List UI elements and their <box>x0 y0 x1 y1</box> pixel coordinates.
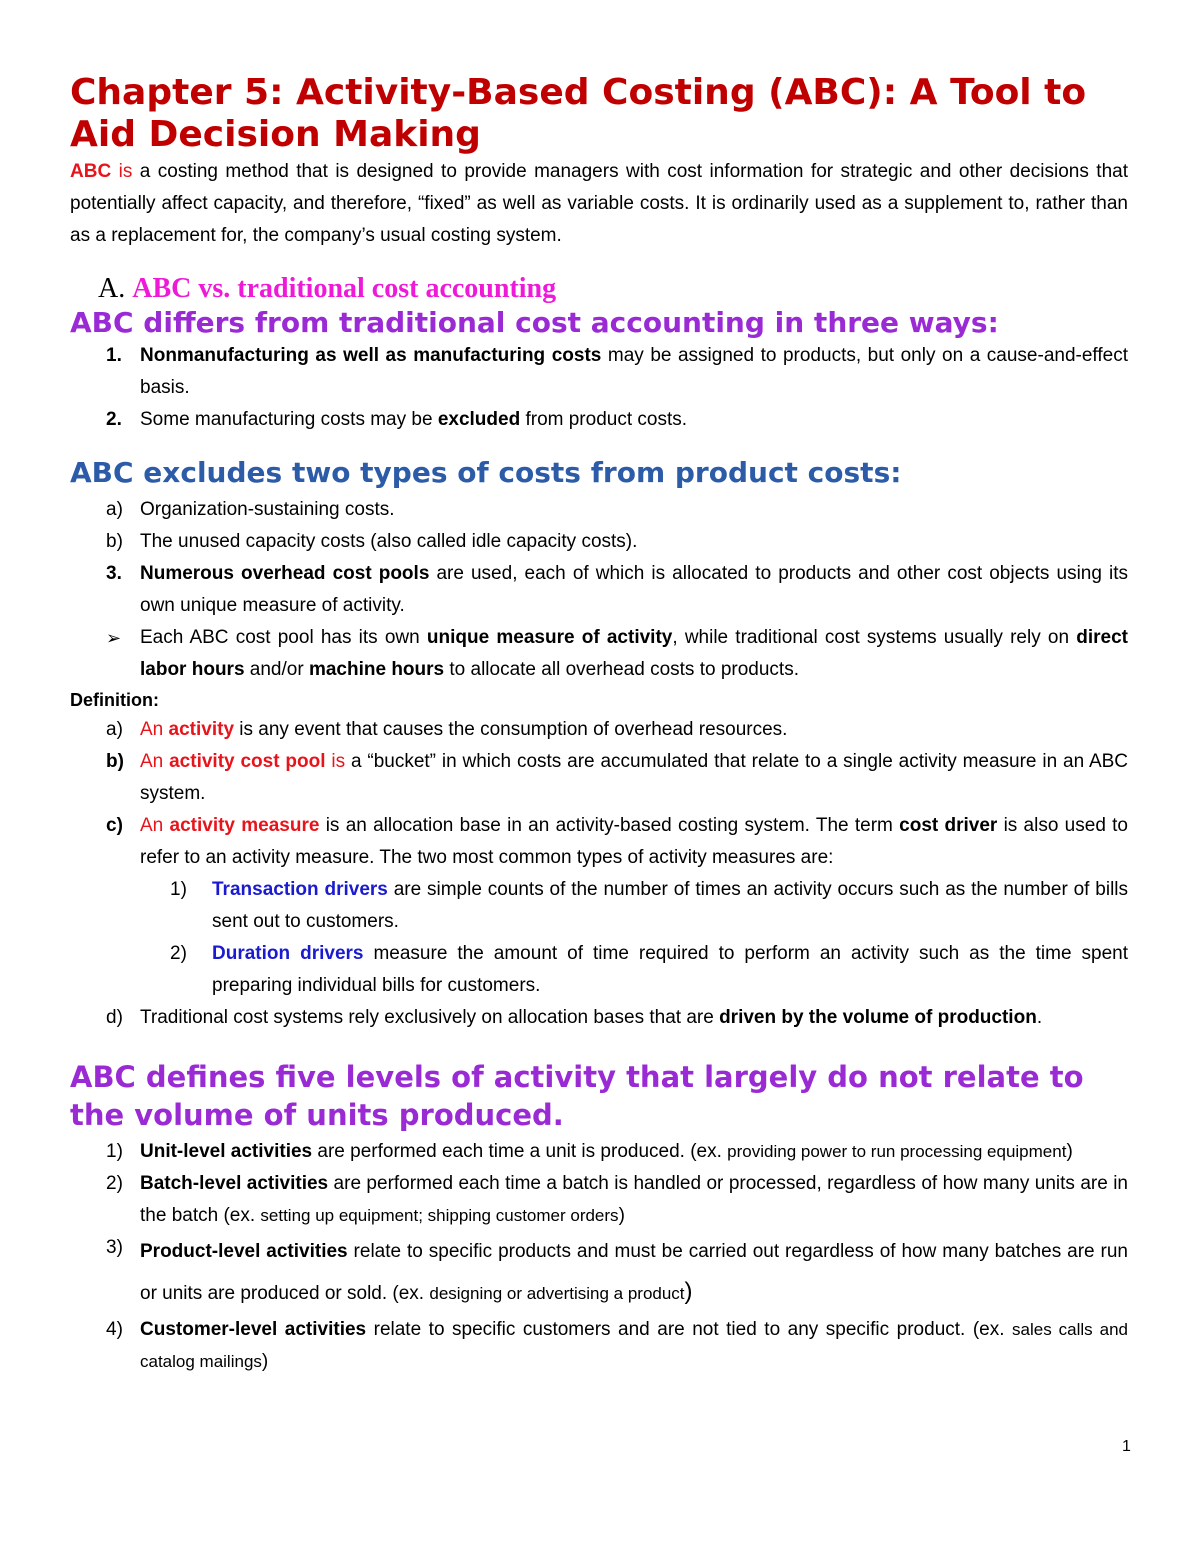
example-text: providing power to run processing equipment <box>727 1142 1067 1161</box>
heading-text: ABC defines five levels of activity that largely <box>70 1060 828 1094</box>
item-number: 2. <box>106 409 122 430</box>
item-text: may be assigned to products, but only on a cause-and-effect basis. <box>140 345 1128 398</box>
heading-bold: do not relate to the volume of units produced. <box>70 1060 1084 1132</box>
item-text: a “bucket” in which costs are accumulated that relate to a single activity measure in an ABC system. <box>140 751 1129 804</box>
item-number: 1) <box>106 1141 123 1162</box>
item-bold: Customer-level activities <box>140 1319 367 1340</box>
item-bold: direct labor hours <box>140 627 1128 680</box>
item-number: 2) <box>170 943 187 964</box>
item-number: 1. <box>106 345 122 366</box>
definition-b <box>70 746 1128 810</box>
item-number: 2) <box>106 1173 123 1194</box>
item-bold: Product-level activities <box>140 1241 348 1262</box>
item-bold: machine hours <box>308 659 445 680</box>
item-text: . <box>1036 1007 1043 1028</box>
list-item-arrow <box>70 622 1128 686</box>
item-text: , while traditional cost systems usually rely on <box>672 627 1077 648</box>
section-a-heading <box>98 272 1128 306</box>
list-item-way-2 <box>70 404 1128 436</box>
item-text: are simple counts of the number of times an activity occurs such as the number of bills sent out to customers. <box>212 879 1129 932</box>
heading-text: from product costs: <box>580 456 902 489</box>
section-a-title: ABC vs. traditional cost accounting <box>132 273 557 304</box>
item-text: is also used to refer to an activity measure. The two most common types of activity measures are: <box>140 815 1128 868</box>
example-text: sales calls and catalog mailings <box>140 1320 1128 1371</box>
example-text: designing or advertising a product <box>429 1284 685 1303</box>
item-text: from product costs. <box>520 409 688 430</box>
item-text: ) <box>684 1278 693 1305</box>
item-bold: Batch-level activities <box>140 1173 329 1194</box>
item-letter: c) <box>106 815 123 836</box>
item-letter: a) <box>106 719 123 740</box>
item-text: and/or <box>244 659 309 680</box>
driver-term: Duration drivers <box>212 943 364 964</box>
definition-prefix: An <box>140 751 170 772</box>
item-text: The unused capacity costs (also called idle capacity costs). <box>140 531 638 552</box>
definition-c-sub-1 <box>70 874 1128 938</box>
level-item-1 <box>70 1136 1128 1168</box>
item-bold: Unit-level activities <box>140 1141 313 1162</box>
definition-term: activity cost pool <box>169 751 326 772</box>
list-item-excluded-a <box>70 494 1128 526</box>
definition-prefix: An <box>140 719 169 740</box>
definition-term: activity <box>168 719 235 740</box>
level-item-3 <box>70 1232 1128 1314</box>
definition-term: activity measure <box>169 815 320 836</box>
driver-term: Transaction drivers <box>212 879 388 900</box>
item-text: Each ABC cost pool has its own <box>140 627 427 648</box>
item-bold: Numerous overhead cost pools <box>140 563 430 584</box>
item-letter: a) <box>106 499 123 520</box>
definition-prefix: An <box>140 815 170 836</box>
chapter-title: Chapter 5: Activity-Based Costing (ABC): A Tool to Aid Decision Making <box>70 72 1087 155</box>
definition-c <box>70 810 1128 874</box>
item-text: ) <box>618 1205 625 1226</box>
level-item-2 <box>70 1168 1128 1232</box>
item-text: measure the amount of time required to perform an activity such as the time spent preparing individual bills for customers. <box>212 943 1128 996</box>
item-text: are used, each of which is allocated to products and other cost objects using its own unique measure of activity. <box>140 563 1128 616</box>
item-number: 3. <box>106 563 122 584</box>
page-content <box>70 72 1128 1378</box>
page-number: 1 <box>1122 1438 1131 1455</box>
item-bold: Nonmanufacturing as well as manufacturing costs <box>140 345 602 366</box>
intro-text: a costing method that is designed to provide managers with cost information for strategic and other decisions that potentially affect capacity, and therefore, “fixed” as well as variable costs. It is ordinarily used as a supplement to, rather than as a replacement for, the company’s usual costing system. <box>70 161 1128 246</box>
item-number: 1) <box>170 879 187 900</box>
item-text: ) <box>1066 1141 1073 1162</box>
item-text: Organization-sustaining costs. <box>140 499 395 520</box>
list-item-way-3 <box>70 558 1128 622</box>
list-item-excluded-b <box>70 526 1128 558</box>
arrow-bullet-icon: ➢ <box>106 628 122 648</box>
item-letter: b) <box>106 531 123 552</box>
definition-is: is <box>325 751 346 772</box>
level-item-4 <box>70 1314 1128 1378</box>
item-number: 3) <box>106 1237 123 1258</box>
item-text: are performed each time a unit is produced. (ex. <box>312 1141 728 1162</box>
heading-text: ABC excludes <box>70 456 292 489</box>
definition-c-sub-2 <box>70 938 1128 1002</box>
item-text: relate to specific products and must be carried out regardless of how many batches are run or units are produced or sold. (ex. <box>140 1241 1128 1304</box>
item-letter: d) <box>106 1007 123 1028</box>
item-text: Some manufacturing costs may be <box>140 409 438 430</box>
intro-is: is <box>111 161 133 182</box>
heading-bold: two types of costs <box>291 456 581 489</box>
item-number: 4) <box>106 1319 123 1340</box>
section-a-letter: A. <box>98 273 133 304</box>
definition-a <box>70 714 1128 746</box>
item-text: relate to specific customers and are not tied to any specific product. (ex. <box>366 1319 1013 1340</box>
item-text: is any event that causes the consumption of overhead resources. <box>234 719 788 740</box>
item-bold: cost driver <box>899 815 998 836</box>
definition-d <box>70 1002 1128 1034</box>
item-bold: excluded <box>437 409 521 430</box>
excludes-heading <box>70 456 1128 490</box>
item-text: ) <box>261 1351 269 1372</box>
intro-paragraph <box>70 156 1128 252</box>
intro-abc: ABC <box>70 161 112 182</box>
item-bold: driven by the volume of production <box>719 1007 1037 1028</box>
list-item-way-1 <box>70 340 1128 404</box>
item-letter: b) <box>106 751 124 772</box>
item-bold: unique measure of activity <box>426 627 673 648</box>
item-text: is an allocation base in an activity-based costing system. The term <box>319 815 900 836</box>
item-text: to allocate all overhead costs to products. <box>444 659 799 680</box>
item-text: Traditional cost systems rely exclusively on allocation bases that are <box>140 1007 720 1028</box>
levels-heading <box>70 1058 1128 1134</box>
definition-label: Definition: <box>70 690 159 710</box>
example-text: setting up equipment; shipping customer orders <box>260 1206 619 1225</box>
differs-heading: ABC differs from traditional cost accounting in three ways: <box>70 306 999 339</box>
item-text: are performed each time a batch is handled or processed, regardless of how many units are in the batch (ex. <box>140 1173 1128 1226</box>
